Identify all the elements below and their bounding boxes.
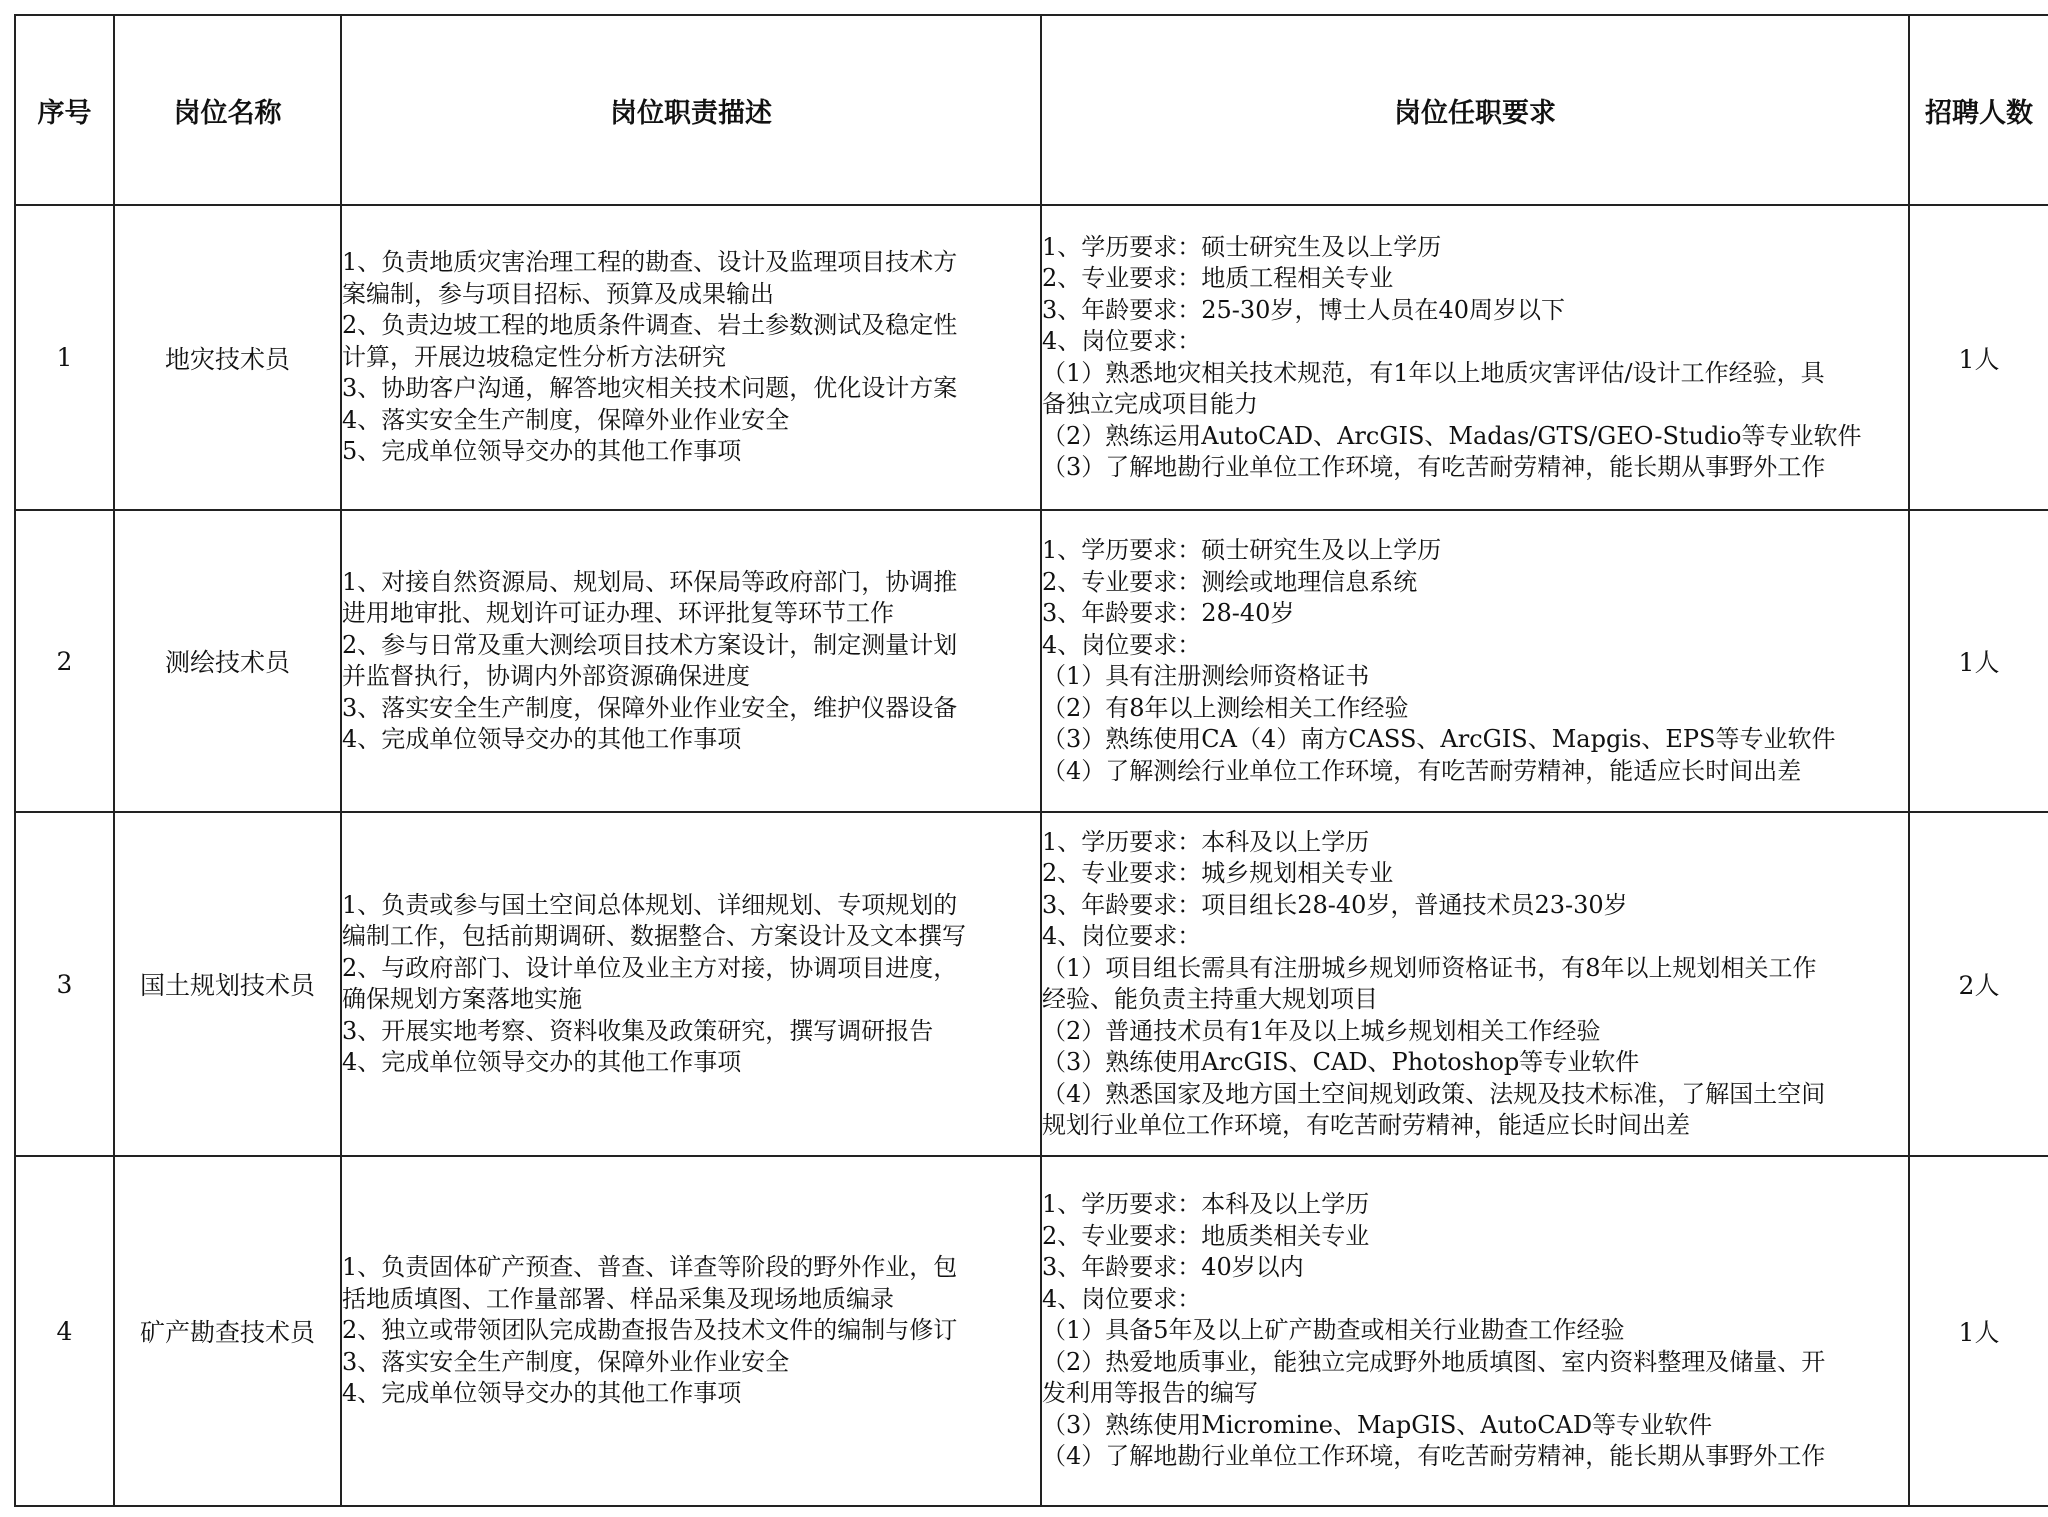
duties-cell bbox=[341, 812, 1041, 1156]
duty-line: 括地质填图、工作量部署、样品采集及现场地质编录 bbox=[342, 1284, 894, 1313]
table-header-row bbox=[15, 15, 2048, 205]
header-position-name: 岗位名称 bbox=[114, 15, 341, 205]
duty-line: 编制工作，包括前期调研、数据整合、方案设计及文本撰写 bbox=[342, 922, 966, 950]
duty-line: 2、独立或带领团队完成勘查报告及技术文件的编制与修订 bbox=[342, 1316, 958, 1345]
requirement-line: 2、专业要求：城乡规划相关专业 bbox=[1042, 859, 1394, 887]
hiring-count: 2人 bbox=[1909, 812, 2048, 1156]
position-name: 测绘技术员 bbox=[114, 510, 341, 812]
duty-line: 2、参与日常及重大测绘项目技术方案设计，制定测量计划 bbox=[342, 630, 958, 659]
duty-line: 1、负责固体矿产预查、普查、详查等阶段的野外作业，包 bbox=[342, 1253, 958, 1282]
duty-line: 4、完成单位领导交办的其他工作事项 bbox=[342, 1379, 742, 1408]
recruitment-table bbox=[14, 14, 2048, 1507]
header-index: 序号 bbox=[15, 15, 114, 205]
requirement-line: （2）有8年以上测绘相关工作经验 bbox=[1042, 693, 1409, 722]
requirement-line: （2）热爱地质事业，能独立完成野外地质填图、室内资料整理及储量、开 bbox=[1042, 1347, 1826, 1376]
requirement-line: 4、岗位要求： bbox=[1042, 1284, 1202, 1313]
header-requirements: 岗位任职要求 bbox=[1041, 15, 1909, 205]
duty-line: 3、落实安全生产制度，保障外业作业安全，维护仪器设备 bbox=[342, 693, 958, 722]
header-count: 招聘人数 bbox=[1909, 15, 2048, 205]
duty-line: 确保规划方案落地实施 bbox=[342, 985, 582, 1013]
hiring-count: 1人 bbox=[1909, 205, 2048, 510]
hiring-count: 1人 bbox=[1909, 1156, 2048, 1506]
requirement-line: 3、年龄要求：项目组长28-40岁，普通技术员23-30岁 bbox=[1042, 890, 1628, 919]
requirement-line: 备独立完成项目能力 bbox=[1042, 390, 1258, 418]
table-row bbox=[15, 510, 2048, 812]
requirement-line: （3）了解地勘行业单位工作环境，有吃苦耐劳精神，能长期从事野外工作 bbox=[1042, 453, 1826, 481]
header-duties: 岗位职责描述 bbox=[341, 15, 1041, 205]
requirement-line: 4、岗位要求： bbox=[1042, 327, 1202, 355]
duty-line: 进用地审批、规划许可证办理、环评批复等环节工作 bbox=[342, 599, 894, 627]
requirement-line: 3、年龄要求：40岁以内 bbox=[1042, 1253, 1304, 1282]
duty-line: 3、落实安全生产制度，保障外业作业安全 bbox=[342, 1347, 790, 1376]
duty-line: 2、负责边坡工程的地质条件调查、岩土参数测试及稳定性 bbox=[342, 311, 958, 340]
requirement-line: （2）普通技术员有1年及以上城乡规划相关工作经验 bbox=[1042, 1016, 1601, 1045]
requirement-line: （3）熟练使用Micromine、MapGIS、AutoCAD等专业软件 bbox=[1042, 1410, 1713, 1439]
hiring-count: 1人 bbox=[1909, 510, 2048, 812]
duty-line: 1、负责地质灾害治理工程的勘查、设计及监理项目技术方 bbox=[342, 248, 958, 277]
row-index: 4 bbox=[15, 1156, 114, 1506]
requirement-line: 4、岗位要求： bbox=[1042, 922, 1202, 950]
row-index: 2 bbox=[15, 510, 114, 812]
position-name: 地灾技术员 bbox=[114, 205, 341, 510]
requirements-cell bbox=[1041, 812, 1909, 1156]
duties-cell bbox=[341, 510, 1041, 812]
table-row bbox=[15, 1156, 2048, 1506]
requirement-line: （1）具备5年及以上矿产勘查或相关行业勘查工作经验 bbox=[1042, 1316, 1625, 1345]
requirement-line: 2、专业要求：测绘或地理信息系统 bbox=[1042, 567, 1418, 596]
requirement-line: 1、学历要求：硕士研究生及以上学历 bbox=[1042, 232, 1442, 261]
requirements-cell bbox=[1041, 510, 1909, 812]
duties-cell bbox=[341, 1156, 1041, 1506]
requirement-line: 3、年龄要求：25-30岁，博士人员在40周岁以下 bbox=[1042, 295, 1565, 324]
duty-line: 4、完成单位领导交办的其他工作事项 bbox=[342, 725, 742, 753]
requirement-line: 4、岗位要求： bbox=[1042, 630, 1202, 659]
requirement-line: 1、学历要求：本科及以上学历 bbox=[1042, 1190, 1370, 1219]
requirements-cell bbox=[1041, 205, 1909, 510]
duty-line: 案编制，参与项目招标、预算及成果输出 bbox=[342, 279, 774, 308]
requirement-line: （3）熟练使用CA（4）南方CASS、ArcGIS、Mapgis、EPS等专业软件 bbox=[1042, 725, 1836, 753]
duty-line: 4、完成单位领导交办的其他工作事项 bbox=[342, 1048, 742, 1076]
requirement-line: 经验、能负责主持重大规划项目 bbox=[1042, 985, 1378, 1013]
duties-cell bbox=[341, 205, 1041, 510]
requirement-line: 1、学历要求：硕士研究生及以上学历 bbox=[1042, 536, 1442, 564]
duty-line: 1、负责或参与国土空间总体规划、详细规划、专项规划的 bbox=[342, 890, 958, 919]
position-name: 国土规划技术员 bbox=[114, 812, 341, 1156]
requirement-line: 规划行业单位工作环境，有吃苦耐劳精神，能适应长时间出差 bbox=[1042, 1111, 1690, 1139]
duty-line: 并监督执行，协调内外部资源确保进度 bbox=[342, 662, 750, 690]
position-name: 矿产勘查技术员 bbox=[114, 1156, 341, 1506]
table-row bbox=[15, 812, 2048, 1156]
requirement-line: （2）熟练运用AutoCAD、ArcGIS、Madas/GTS/GEO-Studio等专业软件 bbox=[1042, 421, 1862, 450]
requirements-cell bbox=[1041, 1156, 1909, 1506]
table-row bbox=[15, 205, 2048, 510]
row-index: 3 bbox=[15, 812, 114, 1156]
requirement-line: 3、年龄要求：28-40岁 bbox=[1042, 599, 1295, 627]
requirement-line: （4）熟悉国家及地方国土空间规划政策、法规及技术标准，了解国土空间 bbox=[1042, 1079, 1826, 1108]
duty-line: 4、落实安全生产制度，保障外业作业安全 bbox=[342, 405, 790, 434]
requirement-line: （1）熟悉地灾相关技术规范，有1年以上地质灾害评估/设计工作经验，具 bbox=[1042, 358, 1825, 387]
requirement-line: 1、学历要求：本科及以上学历 bbox=[1042, 827, 1370, 856]
requirement-line: 2、专业要求：地质工程相关专业 bbox=[1042, 264, 1394, 292]
requirement-line: （1）具有注册测绘师资格证书 bbox=[1042, 662, 1370, 690]
duty-line: 3、协助客户沟通，解答地灾相关技术问题，优化设计方案 bbox=[342, 374, 958, 403]
duty-line: 计算，开展边坡稳定性分析方法研究 bbox=[342, 342, 726, 371]
row-index: 1 bbox=[15, 205, 114, 510]
requirement-line: 2、专业要求：地质类相关专业 bbox=[1042, 1221, 1370, 1250]
requirement-line: （4）了解地勘行业单位工作环境，有吃苦耐劳精神，能长期从事野外工作 bbox=[1042, 1442, 1826, 1471]
duty-line: 1、对接自然资源局、规划局、环保局等政府部门，协调推 bbox=[342, 567, 958, 596]
requirement-line: 发利用等报告的编写 bbox=[1042, 1379, 1258, 1408]
duty-line: 2、与政府部门、设计单位及业主方对接，协调项目进度， bbox=[342, 953, 958, 982]
duty-line: 3、开展实地考察、资料收集及政策研究，撰写调研报告 bbox=[342, 1016, 934, 1045]
requirement-line: （1）项目组长需具有注册城乡规划师资格证书，有8年以上规划相关工作 bbox=[1042, 953, 1817, 982]
requirement-line: （4）了解测绘行业单位工作环境，有吃苦耐劳精神，能适应长时间出差 bbox=[1042, 756, 1802, 785]
requirement-line: （3）熟练使用ArcGIS、CAD、Photoshop等专业软件 bbox=[1042, 1048, 1640, 1076]
duty-line: 5、完成单位领导交办的其他工作事项 bbox=[342, 437, 742, 466]
